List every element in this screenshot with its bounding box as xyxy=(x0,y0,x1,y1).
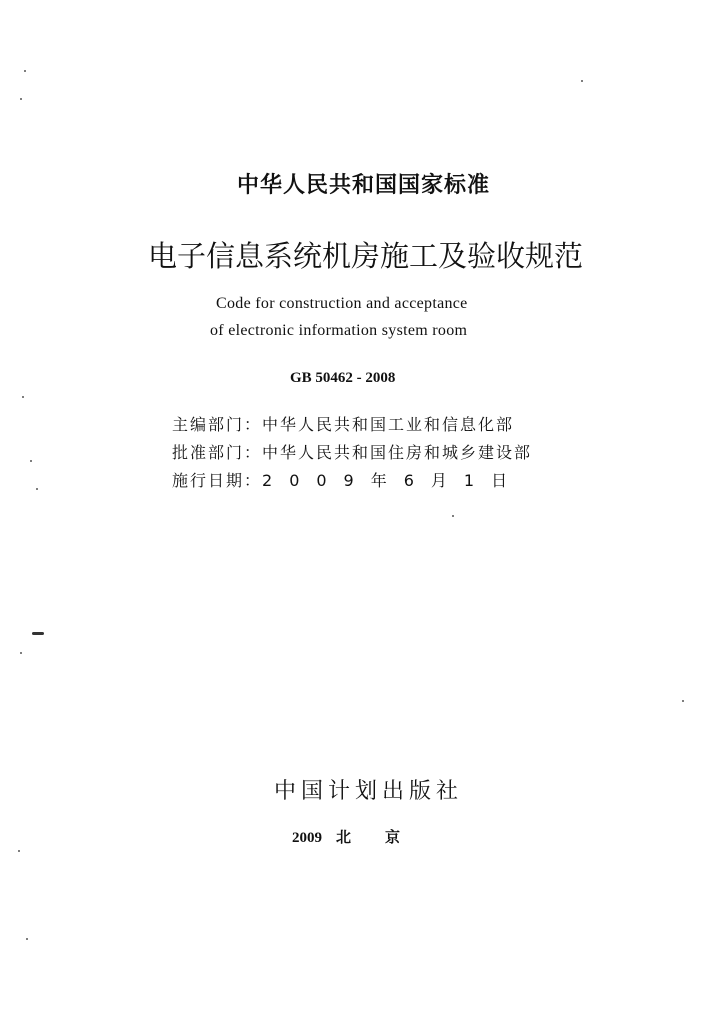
approver-label: 批准部门： xyxy=(172,443,263,462)
chinese-title: 电子信息系统机房施工及验收规范 xyxy=(148,239,584,273)
scan-speck xyxy=(30,460,32,462)
scan-speck xyxy=(32,632,44,635)
standard-type-heading: 中华人民共和国国家标准 xyxy=(236,173,490,198)
scan-speck xyxy=(452,515,454,517)
standard-code: GB 50462 - 2008 xyxy=(290,370,396,386)
effective-date-row xyxy=(172,468,524,491)
chief-editor-label: 主编部门： xyxy=(172,415,263,434)
scan-speck xyxy=(581,80,583,82)
scan-speck xyxy=(22,396,24,398)
english-title-line-1: Code for construction and acceptance xyxy=(216,295,468,312)
scan-speck xyxy=(36,488,38,490)
scan-speck xyxy=(20,98,22,100)
effective-date-label: 施行日期： xyxy=(172,471,263,490)
scan-speck xyxy=(682,700,684,702)
scan-speck xyxy=(18,850,20,852)
effective-date-value: 2009年6月1日 xyxy=(262,471,525,490)
publisher-name: 中国计划出版社 xyxy=(274,779,464,804)
scan-speck xyxy=(20,652,22,654)
publication-info xyxy=(292,826,434,847)
publication-city: 北京 xyxy=(336,828,435,846)
scan-speck xyxy=(26,938,28,940)
scan-speck xyxy=(24,70,26,72)
publication-year: 2009 xyxy=(292,830,322,846)
approver-value: 中华人民共和国住房和城乡建设部 xyxy=(262,443,533,462)
chief-editor-row xyxy=(172,412,514,435)
approver-row xyxy=(172,440,532,463)
english-title-line-2: of electronic information system room xyxy=(210,322,468,339)
chief-editor-value: 中华人民共和国工业和信息化部 xyxy=(262,415,515,434)
